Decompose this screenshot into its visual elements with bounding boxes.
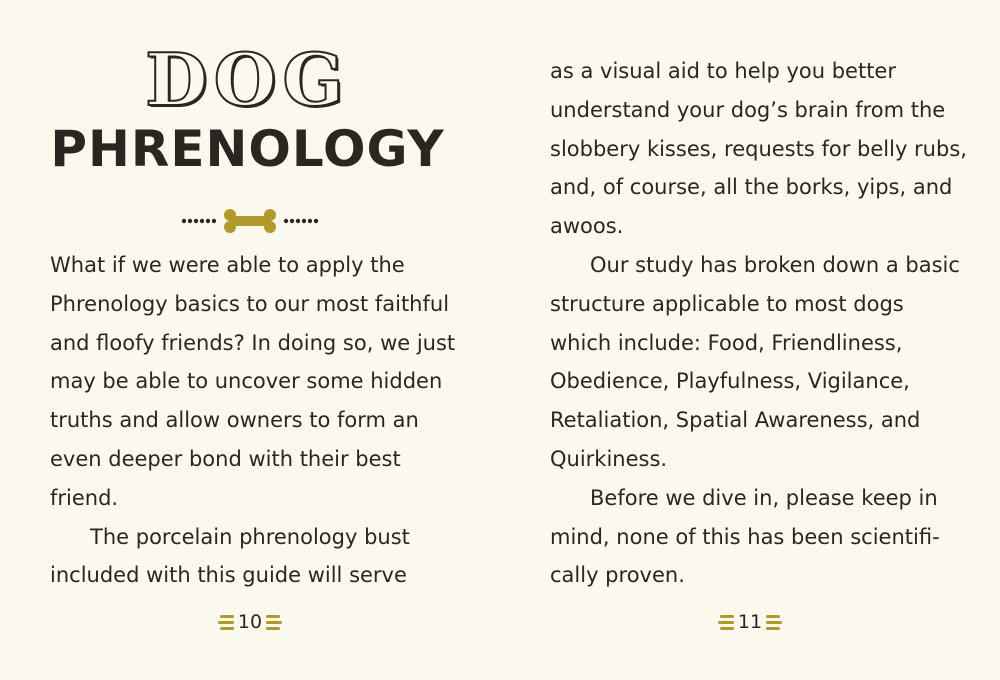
folio-dash-icon <box>718 615 734 630</box>
title-dog: DOG <box>145 37 350 122</box>
folio-dash-icon <box>766 615 782 630</box>
left-body-text <box>50 246 470 595</box>
folio-dash-icon <box>218 615 234 630</box>
right-body-text <box>550 52 970 595</box>
bone-icon <box>224 209 276 233</box>
title-block <box>50 37 445 178</box>
paragraph: Before we dive in, please keep in mind, none of this has been scientifically proven. <box>550 485 940 588</box>
title-phrenology: PHRENOLOGY <box>50 120 445 178</box>
folio-dash-icon <box>266 615 282 630</box>
paragraph: What if we were able to apply the Phrenology basics to our most faithful and floofy friends? In doing so, we just may be able to uncover some hidden truths and allow owners to form an even deeper bond with their best friend. <box>50 253 456 510</box>
page-number: 11 <box>737 611 763 633</box>
page-number-right <box>700 608 800 636</box>
right-page <box>500 0 1000 680</box>
paragraph: The porcelain phrenology bust included with this guide will serve <box>50 524 410 588</box>
page-number-left <box>200 608 300 636</box>
bone-ornament <box>180 207 320 235</box>
page-number: 10 <box>237 611 263 633</box>
paragraph: as a visual aid to help you better understand your dog’s brain from the slobbery kisses, requests for belly rubs, and, of course, all the borks, yips, and awoos. <box>550 59 967 239</box>
paragraph: Our study has broken down a basic structure applicable to most dogs which include: Food, Friendliness, Obedience, Playfulness, Vigilance, Retaliation, Spatial Awareness, and Quirkiness. <box>550 252 960 471</box>
